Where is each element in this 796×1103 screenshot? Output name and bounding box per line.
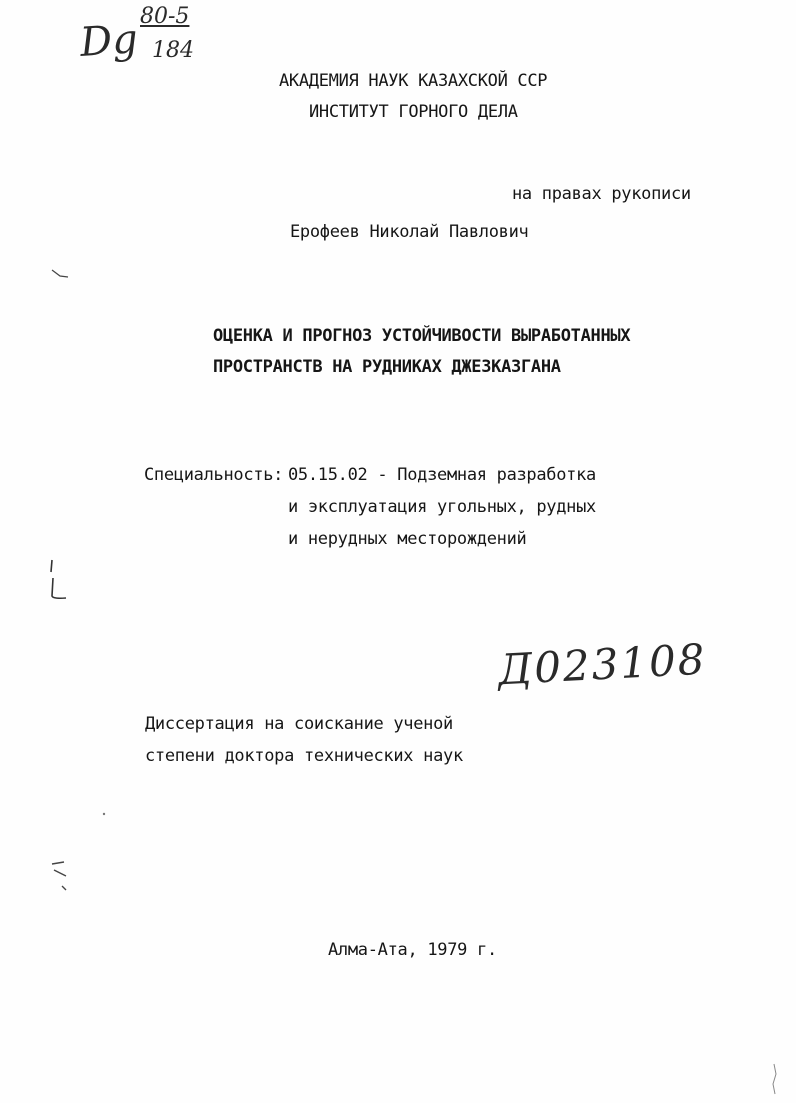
- title-line-1: ОЦЕНКА И ПРОГНОЗ УСТОЙЧИВОСТИ ВЫРАБОТАННЫХ: [213, 326, 631, 346]
- manuscript-note: на правах рукописи: [512, 184, 691, 204]
- specialty-line-1: 05.15.02 - Подземная разработка: [288, 465, 596, 485]
- corner-code: Dg: [78, 16, 140, 66]
- archive-number: Д023108: [496, 634, 708, 695]
- scan-edge-mark: [764, 1062, 784, 1096]
- specialty-label: Специальность:: [144, 465, 284, 485]
- academy-name: АКАДЕМИЯ НАУК КАЗАХСКОЙ ССР: [279, 71, 548, 91]
- specialty-line-2: и эксплуатация угольных, рудных: [288, 497, 596, 517]
- margin-bracket-mark: [46, 558, 70, 602]
- degree-line-2: степени доктора технических наук: [145, 746, 463, 766]
- margin-tick-mark-1: [50, 268, 70, 280]
- institute-name: ИНСТИТУТ ГОРНОГО ДЕЛА: [309, 102, 518, 122]
- corner-number-bottom: 184: [152, 38, 194, 63]
- specialty-line-3: и нерудных месторождений: [288, 529, 527, 549]
- degree-line-1: Диссертация на соискание ученой: [145, 714, 453, 734]
- margin-tick-mark-2: [48, 856, 74, 904]
- scan-dot-mark: [100, 810, 108, 818]
- place-and-year: Алма-Ата, 1979 г.: [328, 940, 497, 960]
- author-name: Ерофеев Николай Павлович: [290, 222, 529, 242]
- title-line-2: ПРОСТРАНСТВ НА РУДНИКАХ ДЖЕЗКАЗГАНА: [213, 357, 561, 377]
- corner-number-top: 80-5: [140, 4, 190, 29]
